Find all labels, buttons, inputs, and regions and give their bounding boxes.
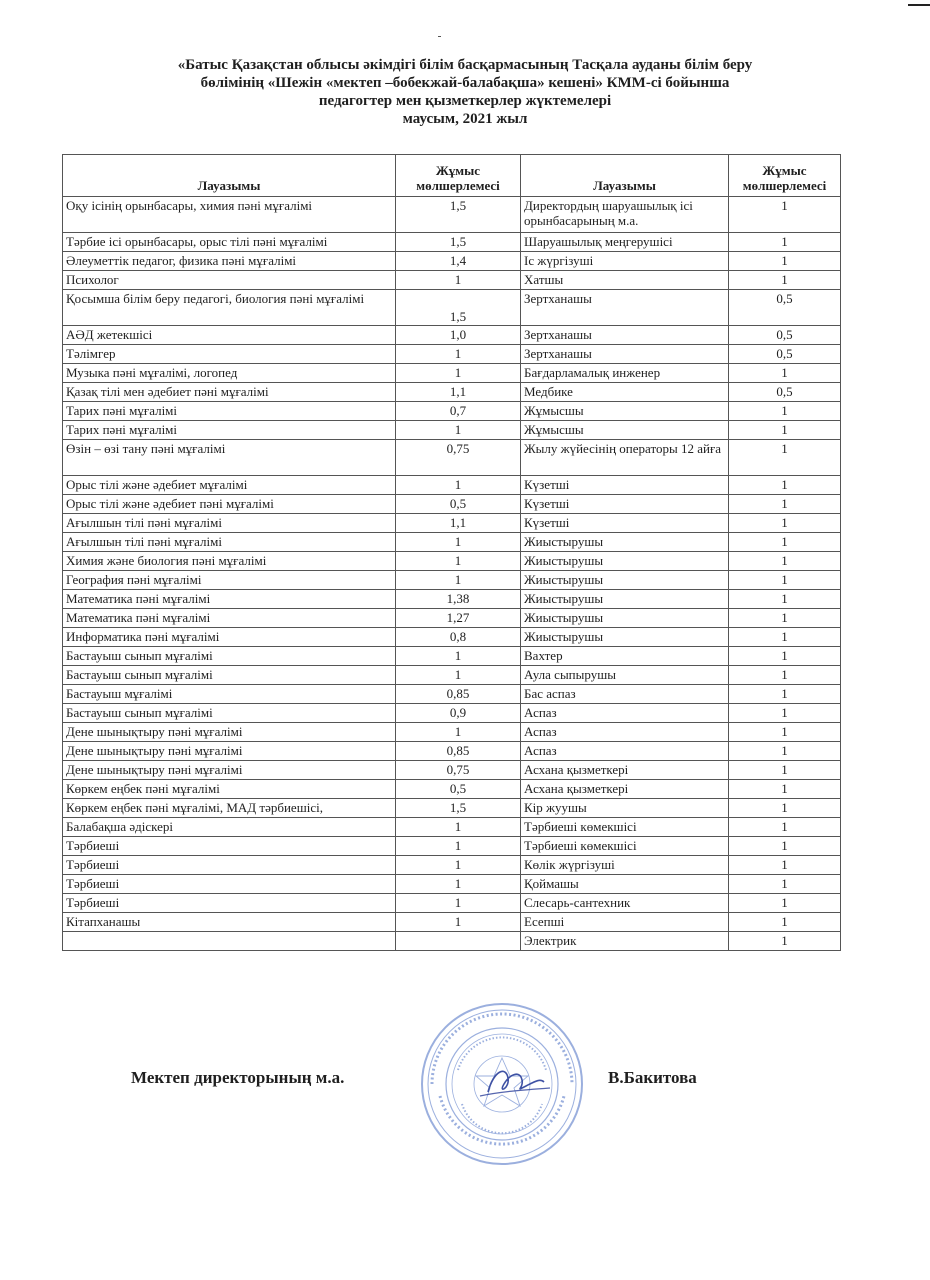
table-row [63, 856, 841, 875]
position-right-cell: Зертханашы [521, 290, 729, 326]
position-right-cell: Аспаз [521, 704, 729, 723]
position-left-cell: Музыка пәні мұғалімі, логопед [63, 364, 396, 383]
position-right-cell: Күзетші [521, 514, 729, 533]
position-right-cell: Электрик [521, 932, 729, 951]
rate-left-cell: 1,1 [396, 514, 521, 533]
position-left-cell: Әлеуметтік педагог, физика пәні мұғалімі [63, 252, 396, 271]
official-seal-stamp [418, 1000, 586, 1168]
table-row [63, 533, 841, 552]
position-left-cell: Балабақша әдіскері [63, 818, 396, 837]
rate-left-cell: 1,1 [396, 383, 521, 402]
position-left-cell: Орыс тілі және әдебиет мұғалімі [63, 476, 396, 495]
position-right-cell: Көлік жүргізуші [521, 856, 729, 875]
position-left-cell: Қазақ тілі мен әдебиет пәні мұғалімі [63, 383, 396, 402]
position-right-cell: Зертханашы [521, 345, 729, 364]
rate-left-cell: 1,27 [396, 609, 521, 628]
title-line-1: «Батыс Қазақстан облысы әкімдігі білім басқармасының Тасқала ауданы білім беру [177, 57, 753, 73]
table-row [63, 837, 841, 856]
rate-right-cell: 1 [729, 197, 841, 233]
position-right-cell: Жылу жүйесінің операторы 12 айға [521, 440, 729, 476]
table-row [63, 875, 841, 894]
table-row [63, 799, 841, 818]
table-row [63, 495, 841, 514]
position-left-cell: Химия және биология пәні мұғалімі [63, 552, 396, 571]
position-right-cell: Күзетші [521, 476, 729, 495]
position-right-cell: Аспаз [521, 723, 729, 742]
rate-right-cell: 1 [729, 271, 841, 290]
page-edge-mark [908, 4, 930, 6]
rate-right-cell: 1 [729, 233, 841, 252]
rate-right-cell: 1 [729, 571, 841, 590]
rate-left-cell: 1 [396, 894, 521, 913]
rate-right-cell: 1 [729, 723, 841, 742]
table-row [63, 780, 841, 799]
table-row [63, 197, 841, 233]
rate-right-cell: 1 [729, 932, 841, 951]
position-right-cell: Аула сыпырушы [521, 666, 729, 685]
position-right-cell: Жиыстырушы [521, 590, 729, 609]
position-left-cell: Дене шынықтыру пәні мұғалімі [63, 742, 396, 761]
table-row [63, 647, 841, 666]
header-rate-right-line1: Жұмыс [762, 163, 807, 178]
rate-left-cell: 1 [396, 421, 521, 440]
position-right-cell: Жиыстырушы [521, 571, 729, 590]
rate-left-cell: 1 [396, 647, 521, 666]
position-left-cell: Қосымша білім беру педагогі, биология пәні мұғалімі [63, 290, 396, 326]
staff-table-body [63, 197, 841, 951]
position-left-cell: Математика пәні мұғалімі [63, 590, 396, 609]
position-right-cell: Хатшы [521, 271, 729, 290]
table-row [63, 233, 841, 252]
rate-right-cell: 1 [729, 837, 841, 856]
table-row [63, 476, 841, 495]
rate-right-cell: 1 [729, 421, 841, 440]
position-right-cell: Асхана қызметкері [521, 761, 729, 780]
position-right-cell: Слесарь-сантехник [521, 894, 729, 913]
table-row [63, 894, 841, 913]
header-rate-left [396, 155, 521, 197]
position-left-cell: Тәрбиеші [63, 894, 396, 913]
position-right-cell: Тәрбиеші көмекшісі [521, 818, 729, 837]
rate-right-cell: 1 [729, 799, 841, 818]
rate-left-cell: 1,5 [396, 233, 521, 252]
title-line-2: бөлімінің «Шежін «мектеп –бобекжай-балабақша» кешені» КММ-сі бойынша [200, 75, 730, 91]
rate-right-cell: 1 [729, 364, 841, 383]
rate-right-cell: 1 [729, 609, 841, 628]
rate-left-cell: 1 [396, 533, 521, 552]
position-right-cell: Зертханашы [521, 326, 729, 345]
scan-speck [438, 36, 441, 37]
signature-block [0, 1000, 930, 1170]
table-row [63, 609, 841, 628]
title-line-3: педагогтер мен қызметкерлер жүктемелері [318, 93, 612, 109]
rate-left-cell: 1 [396, 913, 521, 932]
rate-right-cell: 1 [729, 514, 841, 533]
rate-left-cell: 0,75 [396, 761, 521, 780]
position-right-cell: Жиыстырушы [521, 533, 729, 552]
position-left-cell: Информатика пәні мұғалімі [63, 628, 396, 647]
position-right-cell: Вахтер [521, 647, 729, 666]
rate-left-cell: 1 [396, 552, 521, 571]
rate-right-cell: 1 [729, 552, 841, 571]
position-right-cell: Жұмысшы [521, 402, 729, 421]
staff-workload-table [62, 154, 841, 951]
rate-left-cell: 0,7 [396, 402, 521, 421]
table-row [63, 252, 841, 271]
rate-left-cell: 0,8 [396, 628, 521, 647]
rate-left-cell: 1,38 [396, 590, 521, 609]
table-row [63, 383, 841, 402]
rate-right-cell: 1 [729, 590, 841, 609]
position-left-cell: Тарих пәні мұғалімі [63, 421, 396, 440]
rate-right-cell: 1 [729, 440, 841, 476]
table-row [63, 326, 841, 345]
rate-right-cell: 1 [729, 913, 841, 932]
position-left-cell: Оқу ісінің орынбасары, химия пәні мұғалімі [63, 197, 396, 233]
position-right-cell: Аспаз [521, 742, 729, 761]
rate-left-cell: 0,85 [396, 742, 521, 761]
position-left-cell: Тәрбиеші [63, 856, 396, 875]
position-left-cell: Кітапханашы [63, 913, 396, 932]
rate-right-cell: 1 [729, 685, 841, 704]
position-left-cell: География пәні мұғалімі [63, 571, 396, 590]
rate-right-cell: 1 [729, 628, 841, 647]
position-right-cell: Күзетші [521, 495, 729, 514]
position-left-cell: Ағылшын тілі пәні мұғалімі [63, 533, 396, 552]
rate-left-cell: 0,5 [396, 780, 521, 799]
document-title [60, 56, 870, 128]
rate-left-cell: 1 [396, 875, 521, 894]
table-row [63, 364, 841, 383]
position-left-cell [63, 932, 396, 951]
rate-left-cell: 1 [396, 837, 521, 856]
position-right-cell: Асхана қызметкері [521, 780, 729, 799]
position-left-cell: Тәлімгер [63, 345, 396, 364]
rate-right-cell: 1 [729, 780, 841, 799]
table-row [63, 402, 841, 421]
header-position-left: Лауазымы [63, 155, 396, 197]
table-row [63, 628, 841, 647]
table-row [63, 440, 841, 476]
position-left-cell: Көркем еңбек пәні мұғалімі, МАД тәрбиешісі, [63, 799, 396, 818]
rate-right-cell: 1 [729, 476, 841, 495]
table-row [63, 913, 841, 932]
director-title: Мектеп директорының м.а. [131, 1068, 345, 1087]
rate-right-cell: 1 [729, 402, 841, 421]
table-row [63, 271, 841, 290]
position-right-cell: Іс жүргізуші [521, 252, 729, 271]
position-right-cell: Қоймашы [521, 875, 729, 894]
rate-left-cell: 0,75 [396, 440, 521, 476]
position-left-cell: Тәрбие ісі орынбасары, орыс тілі пәні мұғалімі [63, 233, 396, 252]
rate-left-cell: 1 [396, 345, 521, 364]
header-rate-right-line2: мөлшерлемесі [742, 178, 827, 193]
table-row [63, 514, 841, 533]
position-right-cell: Кір жуушы [521, 799, 729, 818]
table-row [63, 704, 841, 723]
rate-right-cell: 1 [729, 495, 841, 514]
position-left-cell: Орыс тілі және әдебиет пәні мұғалімі [63, 495, 396, 514]
position-right-cell: Бас аспаз [521, 685, 729, 704]
rate-left-cell: 1 [396, 364, 521, 383]
rate-left-cell: 1 [396, 666, 521, 685]
rate-right-cell: 1 [729, 856, 841, 875]
rate-left-cell: 1 [396, 271, 521, 290]
header-rate-left-line2: мөлшерлемесі [416, 178, 500, 193]
rate-left-cell [396, 932, 521, 951]
rate-right-cell: 1 [729, 533, 841, 552]
rate-right-cell: 1 [729, 666, 841, 685]
position-right-cell: Есепші [521, 913, 729, 932]
rate-right-cell: 1 [729, 742, 841, 761]
table-row [63, 685, 841, 704]
rate-left-cell: 1 [396, 476, 521, 495]
position-left-cell: Тарих пәні мұғалімі [63, 402, 396, 421]
position-right-cell: Медбике [521, 383, 729, 402]
position-left-cell: Психолог [63, 271, 396, 290]
table-row [63, 761, 841, 780]
position-right-cell: Тәрбиеші көмекшісі [521, 837, 729, 856]
table-row [63, 818, 841, 837]
position-left-cell: Бастауыш сынып мұғалімі [63, 666, 396, 685]
table-row [63, 421, 841, 440]
rate-left-cell: 0,5 [396, 495, 521, 514]
table-row [63, 345, 841, 364]
rate-right-cell: 0,5 [729, 326, 841, 345]
rate-right-cell: 1 [729, 875, 841, 894]
position-left-cell: Көркем еңбек пәні мұғалімі [63, 780, 396, 799]
position-left-cell: Өзін – өзі тану пәні мұғалімі [63, 440, 396, 476]
position-left-cell: Бастауыш сынып мұғалімі [63, 704, 396, 723]
header-rate-right [729, 155, 841, 197]
position-left-cell: Ағылшын тілі пәні мұғалімі [63, 514, 396, 533]
position-right-cell: Жұмысшы [521, 421, 729, 440]
rate-left-cell: 1 [396, 818, 521, 837]
rate-left-cell: 0,9 [396, 704, 521, 723]
rate-right-cell: 1 [729, 894, 841, 913]
rate-left-cell: 1,5 [396, 799, 521, 818]
position-left-cell: АӘД жетекшісі [63, 326, 396, 345]
header-rate-left-line1: Жұмыс [435, 163, 481, 178]
rate-right-cell: 1 [729, 704, 841, 723]
rate-right-cell: 1 [729, 761, 841, 780]
position-right-cell: Бағдарламалық инженер [521, 364, 729, 383]
rate-left-cell: 1 [396, 723, 521, 742]
position-left-cell: Тәрбиеші [63, 875, 396, 894]
position-right-cell: Жиыстырушы [521, 552, 729, 571]
position-right-cell: Жиыстырушы [521, 628, 729, 647]
rate-right-cell: 0,5 [729, 290, 841, 326]
rate-left-cell: 1 [396, 856, 521, 875]
rate-left-cell: 1,4 [396, 252, 521, 271]
rate-right-cell: 1 [729, 647, 841, 666]
table-row [63, 552, 841, 571]
rate-left-cell: 1,5 [396, 290, 521, 326]
position-left-cell: Тәрбиеші [63, 837, 396, 856]
position-right-cell: Директордың шаруашылық ісі орынбасарының м.а. [521, 197, 729, 233]
rate-right-cell: 1 [729, 818, 841, 837]
rate-left-cell: 0,85 [396, 685, 521, 704]
position-left-cell: Дене шынықтыру пәні мұғалімі [63, 761, 396, 780]
rate-left-cell: 1 [396, 571, 521, 590]
position-left-cell: Бастауыш сынып мұғалімі [63, 647, 396, 666]
rate-left-cell: 1,0 [396, 326, 521, 345]
table-row [63, 742, 841, 761]
rate-left-cell: 1,5 [396, 197, 521, 233]
position-left-cell: Бастауыш мұғалімі [63, 685, 396, 704]
table-row [63, 932, 841, 951]
position-left-cell: Дене шынықтыру пәні мұғалімі [63, 723, 396, 742]
position-left-cell: Математика пәні мұғалімі [63, 609, 396, 628]
table-row [63, 290, 841, 326]
rate-right-cell: 0,5 [729, 345, 841, 364]
table-row [63, 723, 841, 742]
position-right-cell: Шаруашылық меңгерушісі [521, 233, 729, 252]
table-row [63, 666, 841, 685]
title-line-4: маусым, 2021 жыл [402, 111, 528, 127]
table-row [63, 571, 841, 590]
header-position-right: Лауазымы [521, 155, 729, 197]
position-right-cell: Жиыстырушы [521, 609, 729, 628]
table-row [63, 590, 841, 609]
rate-right-cell: 0,5 [729, 383, 841, 402]
rate-right-cell: 1 [729, 252, 841, 271]
director-name: В.Бакитова [608, 1068, 697, 1087]
